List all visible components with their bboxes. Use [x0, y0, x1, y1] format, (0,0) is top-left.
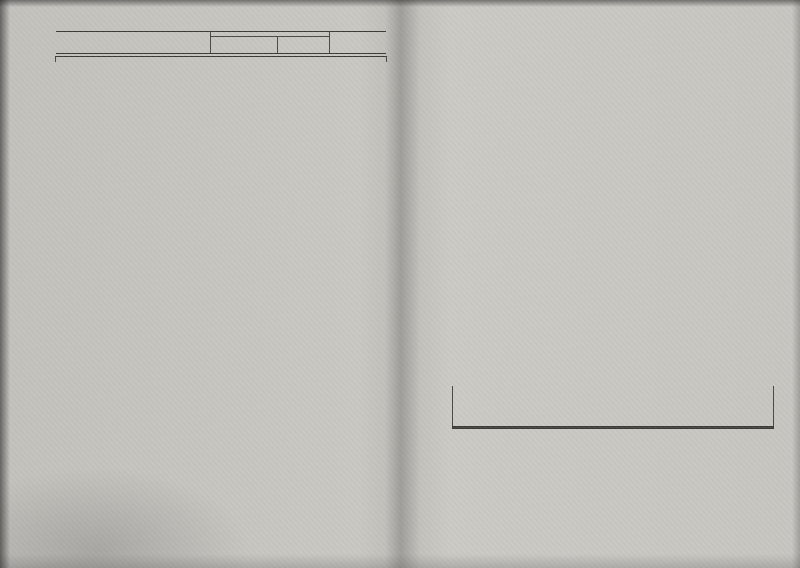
- column-header-okres-czasu: [211, 37, 277, 53]
- column-header-uwagi: [329, 32, 385, 53]
- diagram-markers: [452, 386, 774, 426]
- right-page-text: [430, 12, 788, 382]
- table-header: [56, 31, 386, 54]
- maintenance-schedule-table: [56, 31, 386, 62]
- column-header-name: [56, 32, 210, 53]
- diagram-table: [452, 426, 774, 429]
- column-group-terminarz: [210, 32, 329, 53]
- po-cycle-diagram: [452, 386, 774, 435]
- column-header-przebieg-parkm: [277, 37, 329, 53]
- table-body: [55, 56, 387, 62]
- paragraph-list: [430, 14, 788, 382]
- diagram-row-mileage: [453, 427, 773, 428]
